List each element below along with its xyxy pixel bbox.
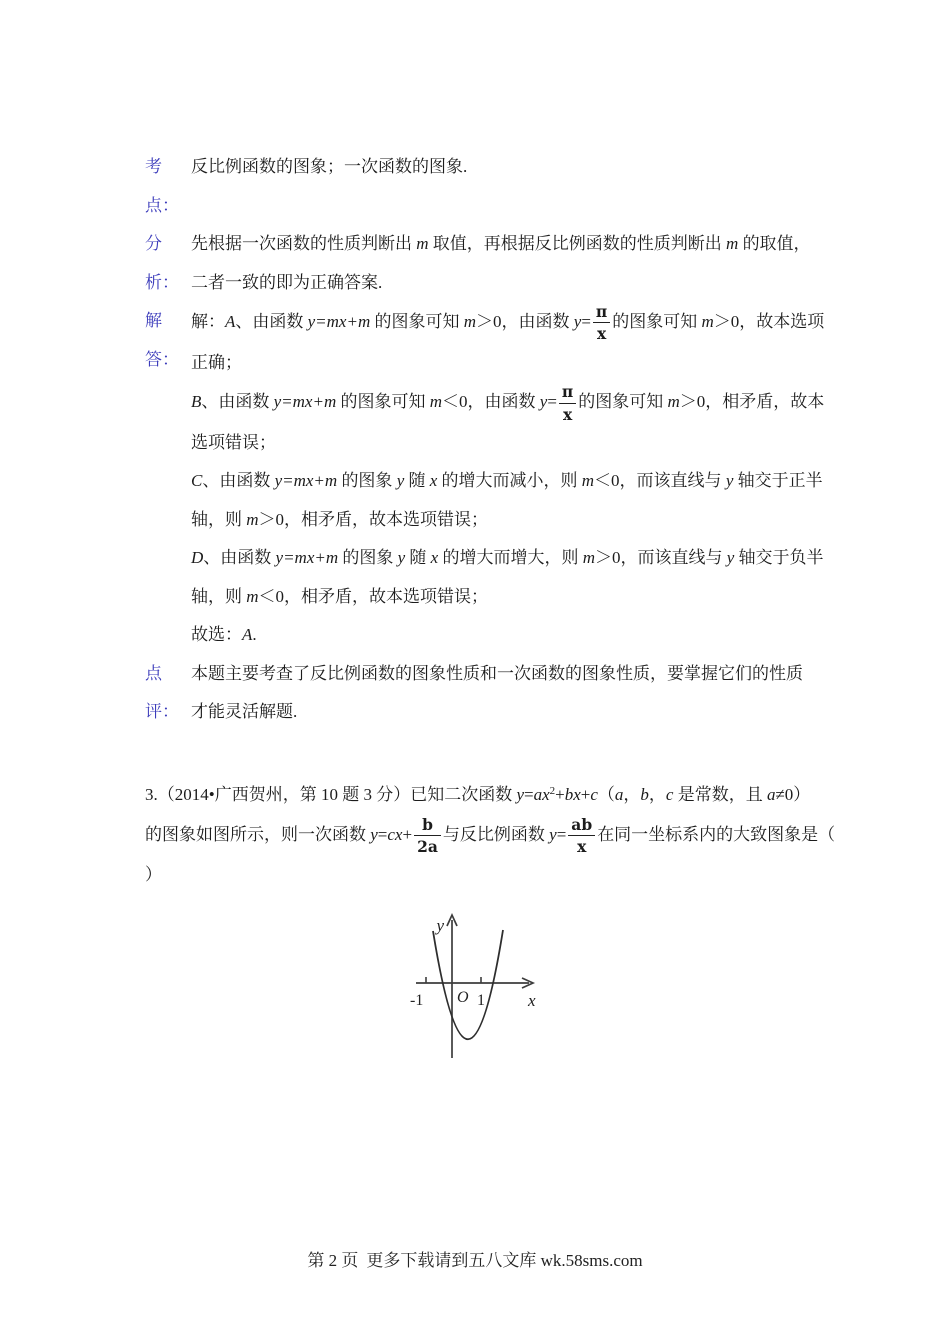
text-run: 的取值， (738, 234, 811, 253)
text-run: 轴，则 (191, 586, 247, 606)
fraction-numerator: ab (568, 816, 595, 836)
text-run: 轴交于负半 (734, 548, 824, 568)
superscript: 2 (549, 785, 556, 797)
text-line (145, 772, 845, 815)
math-variable: x (429, 471, 438, 491)
math-variable: m (701, 311, 714, 331)
row-label-line: 解 (145, 311, 162, 330)
text-run: . (252, 625, 257, 645)
math-variable: c (665, 785, 674, 804)
math-variable: b (640, 785, 649, 804)
question-block (145, 772, 845, 895)
text-line (191, 616, 835, 655)
math-variable: y (573, 311, 582, 331)
fraction-denominator: 2a (417, 836, 438, 856)
text-run: 、由函数 (235, 311, 308, 331)
math-variable: m (246, 586, 259, 606)
math-variable: y (549, 824, 557, 844)
fraction-numerator: π (593, 303, 610, 323)
y-axis-label: y (436, 916, 444, 935)
footer-site-text: 更多下载请到五八文库 wk.58sms.com (366, 1251, 643, 1270)
math-variable: cx (387, 824, 403, 844)
text-run: 的图象如图所示，则一次函数 (145, 824, 371, 844)
math-variable: m (416, 234, 429, 253)
math-variable: A (225, 311, 236, 331)
fraction (414, 816, 441, 856)
math-variable: y (396, 471, 405, 491)
origin-label: O (457, 989, 469, 1006)
text-run: （ (597, 785, 615, 804)
text-run: 轴交于正半 (733, 471, 823, 491)
fraction-numerator: π (559, 383, 576, 403)
fraction-numerator: b (414, 816, 441, 836)
text-line (191, 302, 835, 344)
solution-row (145, 655, 835, 732)
text-run: 解： (191, 311, 225, 331)
text-run: ， (623, 785, 641, 804)
parabola-figure (400, 908, 550, 1073)
text-run: 在同一坐标系内的大致图象是（ (597, 824, 836, 844)
text-line (191, 264, 835, 303)
text-run: 随 (404, 471, 430, 491)
text-run: 的增大而增大，则 (438, 548, 583, 568)
text-run: ≠0） (775, 785, 811, 804)
math-variable: y (397, 548, 406, 568)
text-line (191, 382, 835, 424)
text-run: 的图象 (338, 548, 398, 568)
text-run: 3.（2014•广西贺州，第 10 题 3 分）已知二次函数 (145, 785, 517, 804)
text-run: 轴，则 (191, 509, 247, 529)
math-variable: m (582, 548, 595, 568)
row-content (191, 655, 835, 732)
math-variable: m (726, 234, 739, 253)
text-run: 的图象可知 (370, 311, 464, 331)
row-label (145, 148, 191, 225)
text-run: 先根据一次函数的性质判断出 (191, 234, 417, 253)
math-variable: bx (564, 785, 581, 804)
fraction-denominator: x (577, 836, 587, 856)
row-label-line: 析： (145, 272, 179, 292)
text-run: ＞0，相矛盾，故本 (679, 391, 825, 411)
text-run: = (377, 824, 388, 844)
math-variable: y (516, 785, 524, 804)
math-variable: m (246, 509, 259, 529)
fraction-denominator: x (562, 404, 573, 424)
text-line (145, 815, 845, 857)
page-number: 第 2 页 (307, 1251, 359, 1270)
text-run: ， (648, 785, 666, 804)
row-label (145, 225, 191, 302)
text-run: 取值，再根据反比例函数的性质判断出 (428, 234, 727, 253)
math-variable: y (726, 548, 735, 568)
row-content (191, 302, 835, 655)
text-run: ＞0，相矛盾，故本选项错误； (258, 509, 489, 529)
math-variable: m (429, 391, 443, 411)
solution-row (145, 148, 835, 225)
math-variable: m (463, 311, 477, 331)
text-run: 、由函数 (201, 391, 274, 411)
row-label-line: 考 (145, 157, 162, 176)
math-variable: C (191, 471, 203, 491)
text-run: 的图象可知 (612, 311, 702, 331)
text-run: 是常数，且 (673, 785, 767, 804)
math-variable: ax (533, 785, 550, 804)
text-run: + (402, 824, 413, 844)
text-run: ＜0，由函数 (442, 391, 540, 411)
parabola-curve (433, 930, 503, 1039)
math-variable: a (766, 785, 776, 804)
math-variable: y (725, 471, 734, 491)
text-run: 正确； (191, 352, 242, 372)
text-line (191, 344, 835, 383)
row-label (145, 655, 191, 732)
math-variable: m (581, 471, 595, 491)
solution-table (145, 148, 835, 732)
row-content (191, 148, 835, 187)
fraction (593, 303, 610, 343)
text-run: = (524, 785, 534, 804)
tick-label-plus1: 1 (477, 992, 485, 1009)
solution-row (145, 302, 835, 655)
x-axis-label: x (528, 991, 536, 1010)
text-run: ＞0，故本选项 (713, 311, 825, 331)
math-variable: c (590, 785, 598, 804)
math-variable: m (667, 391, 680, 411)
text-line (191, 148, 835, 187)
text-line (191, 578, 835, 617)
text-run: 的图象可知 (578, 391, 668, 411)
text-run: + (555, 785, 565, 804)
text-run: ） (145, 865, 162, 885)
math-variable: y (370, 824, 378, 844)
text-run: 、由函数 (203, 548, 276, 568)
math-variable: B (191, 391, 202, 411)
tick-label-minus1: -1 (410, 992, 424, 1009)
text-run: = (547, 391, 557, 411)
text-line (191, 655, 835, 694)
figure-svg (400, 908, 550, 1073)
text-run: ＞0，而该直线与 (595, 548, 727, 568)
solution-row (145, 225, 835, 302)
text-run: 的图象 (337, 471, 397, 491)
text-run: 的图象可知 (336, 391, 430, 411)
text-run: 二者一致的即为正确答案. (191, 272, 383, 292)
text-run: 随 (405, 548, 431, 568)
text-run: + (580, 785, 591, 804)
text-run: 的增大而减小，则 (437, 471, 582, 491)
fraction-denominator: x (596, 324, 607, 344)
text-line (191, 501, 835, 540)
text-run: 故选： (191, 625, 242, 645)
row-label-line: 点： (145, 195, 179, 215)
math-variable: y=mx+m (274, 471, 338, 491)
math-variable: D (191, 548, 204, 568)
text-run: ＜0，相矛盾，故本选项错误； (258, 586, 489, 606)
text-line (191, 539, 835, 578)
text-run: = (581, 311, 591, 331)
row-label (145, 302, 191, 379)
text-line (191, 462, 835, 501)
text-run: 才能灵活解题. (191, 702, 298, 722)
text-run: 、由函数 (202, 471, 275, 491)
fraction (568, 816, 595, 856)
text-run: 反比例函数的图象；一次函数的图象. (191, 157, 468, 176)
text-run: 选项错误； (191, 432, 276, 452)
fraction (559, 383, 576, 423)
math-variable: x (430, 548, 439, 568)
text-run: = (556, 824, 567, 844)
row-label-line: 分 (145, 234, 162, 253)
math-variable: y (539, 391, 548, 411)
text-run: 本题主要考查了反比例函数的图象性质和一次函数的图象性质，要掌握它们的性质 (191, 663, 803, 683)
text-line (145, 856, 845, 895)
text-run: ＜0，而该直线与 (594, 471, 726, 491)
math-variable: y=mx+m (273, 391, 337, 411)
math-variable: a (614, 785, 624, 804)
row-content (191, 225, 835, 302)
row-label-line: 评： (145, 702, 179, 722)
text-line (191, 693, 835, 732)
text-run: ＞0，由函数 (476, 311, 574, 331)
math-variable: A (242, 625, 253, 645)
page-footer (0, 1246, 950, 1271)
math-variable: y=mx+m (275, 548, 339, 568)
text-line (191, 225, 835, 264)
row-label-line: 点 (145, 663, 162, 683)
text-line (191, 424, 835, 463)
text-run: 与反比例函数 (442, 824, 550, 844)
row-label-line: 答： (145, 349, 179, 369)
math-variable: y=mx+m (307, 311, 371, 331)
